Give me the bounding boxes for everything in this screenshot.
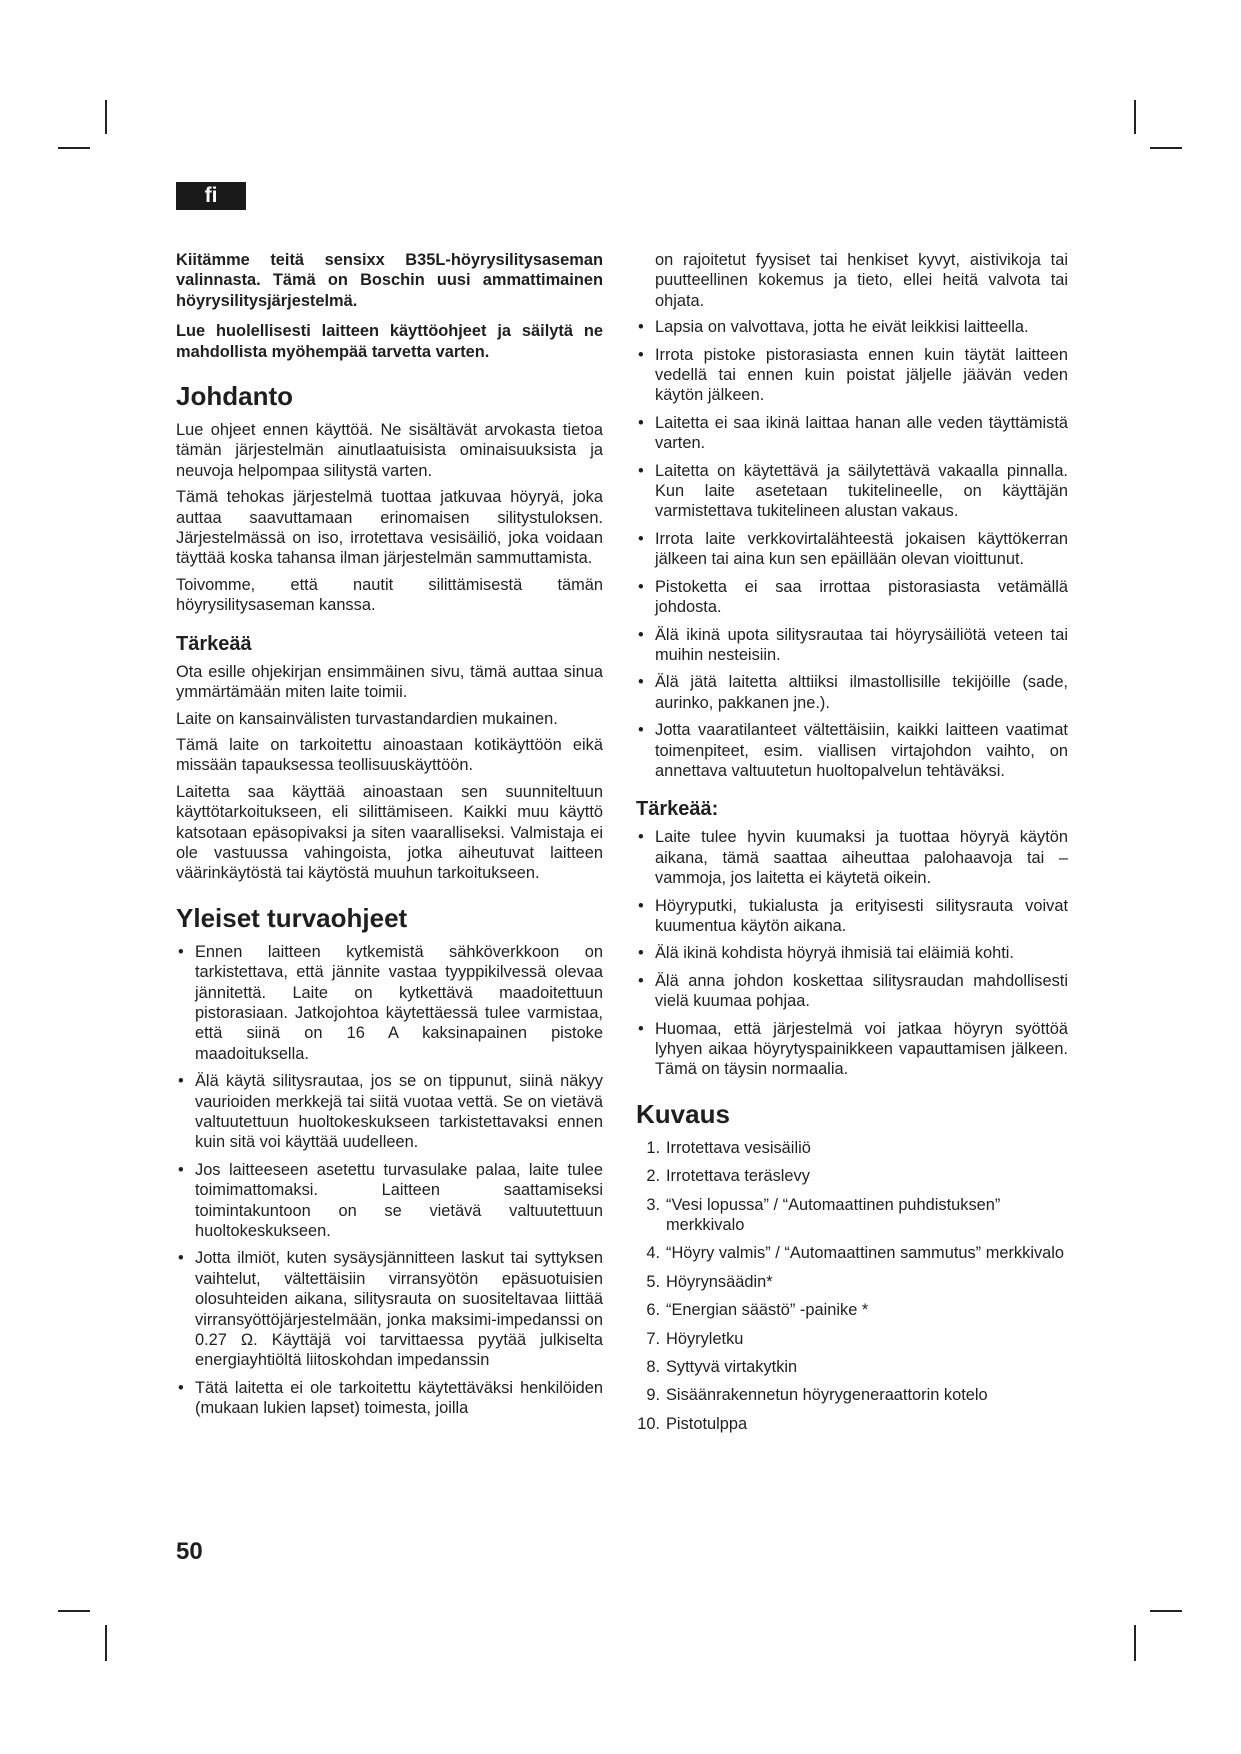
left-column xyxy=(176,250,603,1426)
heading-tarkeaa-2: Tärkeää: xyxy=(636,798,719,821)
list-item: • Lapsia on valvottava, jotta he eivät leikkisi laitteella. xyxy=(636,317,1068,337)
list-item: • Irrota laite verkkovirtalähteestä jokaisen käyttökerran jälkeen tai aina kun sen epäillään olevan vioittunut. xyxy=(636,529,1068,570)
list-item: • Höyryputki, tukialusta ja erityisesti silitysrauta voivat kuumentua käytön aikana. xyxy=(636,896,1068,937)
item-number: 9. xyxy=(646,1386,660,1405)
item-number: 8. xyxy=(646,1358,660,1377)
list-item: • Huomaa, että järjestelmä voi jatkaa höyryn syöttöä lyhyen aikaa höyrytyspainikkeen vapauttamisen jälkeen. Tämä on täysin normaalia. xyxy=(636,1019,1068,1080)
list-item: • Älä anna johdon koskettaa silitysraudan mahdollisesti vielä kuumaa pohjaa. xyxy=(636,971,1068,1012)
list-item xyxy=(636,1166,1068,1186)
heading-johdanto: Johdanto xyxy=(176,381,293,412)
heading-turvaohjeet: Yleiset turvaohjeet xyxy=(176,902,408,933)
item-number: 10. xyxy=(637,1414,660,1433)
heading-kuvaus: Kuvaus xyxy=(636,1098,730,1129)
list-item xyxy=(636,1300,1068,1320)
safety-list-continued xyxy=(636,317,1068,781)
list-item: • Älä ikinä upota silitysrautaa tai höyrysäiliötä veteen tai muihin nesteisiin. xyxy=(636,625,1068,666)
item-number: 2. xyxy=(646,1167,660,1186)
item-number: 7. xyxy=(646,1329,660,1348)
list-item xyxy=(636,1357,1068,1377)
intro-read-instructions: Lue huolellisesti laitteen käyttöohjeet ja säilytä ne mahdollista myöhempää tarvetta varten. xyxy=(176,322,603,361)
item-number: 1. xyxy=(646,1138,660,1157)
list-item xyxy=(636,1385,1068,1405)
crop-mark xyxy=(105,100,107,134)
item-number: 6. xyxy=(646,1301,660,1320)
list-item: • Irrota pistoke pistorasiasta ennen kuin täytät laitteen vedellä tai ennen kuin poistat jäljelle jäävän veden käytön jälkeen. xyxy=(636,345,1068,406)
list-item: • Ennen laitteen kytkemistä sähköverkkoon on tarkistettava, että jännite vastaa tyyppikilvessä olevaa jännitettä. Laite on kytkettävä maadoitettuun pistorasiaan. Jatkojohtoa käytettäessä tulee varmistaa, että siinä on 16 A kaksinapainen pistoke maadoituksella. xyxy=(176,942,603,1064)
safety-list xyxy=(176,942,603,1419)
list-item: • Älä jätä laitetta alttiiksi ilmastollisille tekijöille (sade, aurinko, pakkanen jne.). xyxy=(636,672,1068,713)
important-list xyxy=(636,827,1068,1079)
list-continuation: on rajoitetut fyysiset tai henkiset kyvyt, aistivikoja tai puutteellinen kokemus ja tieto, ellei heitä valvota tai ohjata. xyxy=(655,251,1068,310)
paragraph: Ota esille ohjekirjan ensimmäinen sivu, tämä auttaa sinua ymmärtämään miten laite toimii. xyxy=(176,662,603,702)
item-text: “Höyry valmis” / “Automaattinen sammutus” merkkivalo xyxy=(666,1244,1065,1263)
list-item xyxy=(636,1138,1068,1158)
crop-mark xyxy=(1134,100,1136,134)
crop-mark xyxy=(1150,147,1182,149)
list-item: • Älä ikinä kohdista höyryä ihmisiä tai eläimiä kohti. xyxy=(636,943,1068,963)
crop-mark xyxy=(1150,1610,1182,1612)
list-item xyxy=(636,1243,1068,1263)
item-text: Irrotettava teräslevy xyxy=(666,1167,810,1186)
intro-thanks: Kiitämme teitä sensixx B35L-höyrysilitysaseman valinnasta. Tämä on Boschin uusi ammattimainen höyrysilitysjärjestelmä. xyxy=(176,251,603,310)
item-text: “Energian säästö” -painike * xyxy=(666,1301,869,1320)
paragraph: Lue ohjeet ennen käyttöä. Ne sisältävät arvokasta tietoa tämän järjestelmän ainutlaatuisista ominaisuuksista ja neuvoja helpompaa silitystä varten. xyxy=(176,421,603,480)
list-item: • Älä käytä silitysrautaa, jos se on tippunut, siinä näkyy vaurioiden merkkejä tai siitä vuotaa vettä. Se on vietävä valtuutettuun huoltokeskukseen tarkistettavaksi ennen kuin sitä voi käyttää uudelleen. xyxy=(176,1071,603,1153)
item-number: 3. xyxy=(646,1195,660,1214)
list-item: • Tätä laitetta ei ole tarkoitettu käytettäväksi henkilöiden (mukaan lukien lapset) toimesta, joilla xyxy=(176,1378,603,1419)
item-number: 5. xyxy=(646,1272,660,1291)
item-text: Höyrynsäädin* xyxy=(666,1272,773,1291)
right-column xyxy=(636,250,1068,1442)
list-item: • Jos laitteeseen asetettu turvasulake palaa, laite tulee toimimattomaksi. Laitteen saattamiseksi toimintakuntoon on se vietävä valtuutettuun huoltokeskukseen. xyxy=(176,1160,603,1242)
item-text: Syttyvä virtakytkin xyxy=(666,1358,798,1377)
item-text: Pistotulppa xyxy=(666,1414,748,1433)
paragraph: Tämä laite on tarkoitettu ainoastaan kotikäyttöön eikä missään tapauksessa teollisuuskäyttöön. xyxy=(176,735,603,775)
item-text: “Vesi lopussa” / “Automaattinen puhdistuksen” merkkivalo xyxy=(666,1195,1001,1235)
item-number: 4. xyxy=(646,1244,660,1263)
language-tag: fi xyxy=(176,182,246,210)
crop-mark xyxy=(58,147,90,149)
item-text: Sisäänrakennetun höyrygeneraattorin kotelo xyxy=(666,1386,988,1405)
item-text: Höyryletku xyxy=(666,1329,744,1348)
paragraph: Tämä tehokas järjestelmä tuottaa jatkuvaa höyryä, joka auttaa saavuttamaan erinomaisen silitystuloksen. Järjestelmässä on iso, irrotettava vesisäiliö, joka voidaan täyttää koska tahansa ilman järjestelmän sammuttamista. xyxy=(176,488,603,568)
paragraph: Laite on kansainvälisten turvastandardien mukainen. xyxy=(176,709,558,728)
crop-mark xyxy=(105,1625,107,1661)
heading-tarkeaa: Tärkeää xyxy=(176,632,252,655)
page-number: 50 xyxy=(176,1538,203,1565)
parts-list xyxy=(636,1138,1068,1434)
list-item xyxy=(636,1272,1068,1292)
list-item: • Jotta vaaratilanteet vältettäisiin, kaikki laitteen vaatimat toimenpiteet, esim. viallisen virtajohdon vaihto, on annettava valtuutetun huoltopalvelun tehtäväksi. xyxy=(636,720,1068,781)
crop-mark xyxy=(58,1610,90,1612)
list-item xyxy=(636,1195,1068,1236)
paragraph: Toivomme, että nautit silittämisestä tämän höyrysilitysaseman kanssa. xyxy=(176,575,603,615)
list-item: • Laitetta ei saa ikinä laittaa hanan alle veden täyttämistä varten. xyxy=(636,413,1068,454)
list-item xyxy=(636,1329,1068,1349)
paragraph: Laitetta saa käyttää ainoastaan sen suunniteltuun käyttötarkoitukseen, eli silittämiseen. Kaikki muu käyttö katsotaan epäsopivaksi ja siten vaaralliseksi. Valmistaja ei ole vastuussa vahingoista, jotka aiheutuvat laitteen väärinkäytöstä tai käytöstä muuhun tarkoitukseen. xyxy=(176,782,603,883)
list-item: • Jotta ilmiöt, kuten sysäysjännitteen laskut tai syttyksen vaihtelut, vältettäisiin virransyötön epäsuotuisien olosuhteiden aikana, silitysrauta on suositeltavaa liittää virransyöttöjärjestelmään, jonka maksimi-impedanssi on 0.27 Ω. Käyttäjä voi tarvittaessa pyytää julkiselta energiayhtiöltä liitoskohdan impedanssin xyxy=(176,1248,603,1370)
list-item: • Pistoketta ei saa irrottaa pistorasiasta vetämällä johdosta. xyxy=(636,577,1068,618)
list-item: • Laite tulee hyvin kuumaksi ja tuottaa höyryä käytön aikana, tämä saattaa aiheuttaa palohaavoja tai –vammoja, jos laitetta ei käytetä oikein. xyxy=(636,827,1068,888)
list-item: • Laitetta on käytettävä ja säilytettävä vakaalla pinnalla. Kun laite asetetaan tukitelineelle, on käyttäjän varmistettava tukitelineen alustan vakaus. xyxy=(636,461,1068,522)
list-item xyxy=(636,1414,1068,1434)
item-text: Irrotettava vesisäiliö xyxy=(666,1138,811,1157)
crop-mark xyxy=(1134,1625,1136,1661)
